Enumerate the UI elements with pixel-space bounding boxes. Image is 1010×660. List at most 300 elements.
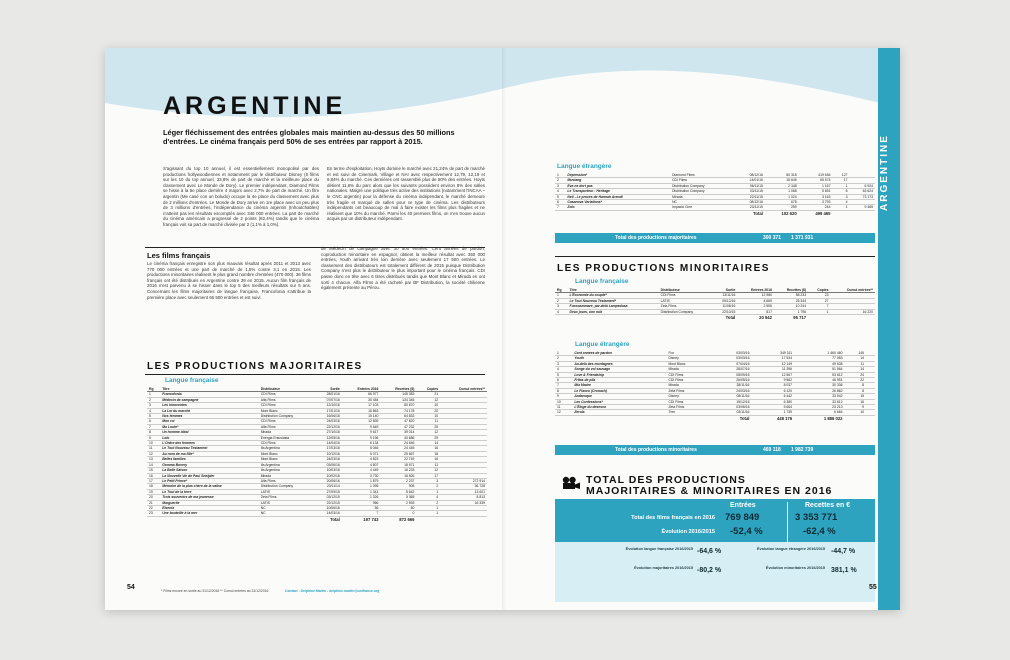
table-cell: 16 863 [342,408,381,413]
table-cell: 1 068 [765,189,799,194]
table-cell: 2 [416,484,440,489]
table-cell: 14 [416,441,440,446]
table-cell: 10 [845,410,867,415]
column-header: Cumul entrées** [831,288,875,293]
table-cell: 30 336 [794,383,844,388]
table-cell: 10 [147,441,160,446]
table-cell: CDI Films [259,441,315,446]
table-cell: Tren [666,410,713,415]
table-cell: Youth [572,356,666,361]
table-cell: Zeta Films [666,388,713,393]
table-cell: 08/09/16 [713,372,751,377]
table-cell: Lolo [160,435,258,440]
page-title: ARGENTINE [163,92,347,120]
table-cell: Mirada [666,383,713,388]
table-cell: Diamond Films [670,173,734,178]
table-cell: 08/12/16 [734,173,764,178]
table-cell: 23 [808,293,830,298]
table-cell: 5 651 [799,189,833,194]
table-cell: 40 686 [380,435,416,440]
table-cell: 2 [147,397,160,402]
table-cell: Zolo [565,205,670,210]
maj-band-entries: 300 371 [763,235,782,241]
table-cell: 12/10/16 [315,403,342,408]
maj-band-recettes: 1 371 931 [791,235,814,241]
evo-lf-value: -64,6 % [697,548,722,555]
min-le-label: Langue étrangère [575,341,630,348]
maj-lf-table [147,387,487,522]
table-cell: 127 [832,173,849,178]
column-header: Recettes ($) [380,387,416,392]
table-cell: La Nouvelle Vie de Paul Sneijder [160,473,258,478]
table-cell: Mirada [259,430,315,435]
table-cell: 22/10/15 [712,309,737,314]
table-cell: 22 [147,505,160,510]
table-cell: Francofonia [160,392,258,397]
table-cell: 10 244 [774,304,808,309]
evolution-entries-value: -52,4 % [730,526,763,537]
table-cell: Dépression* [565,173,670,178]
table-cell: 22/12/16 [315,424,342,429]
table-cell: Mirada [259,473,315,478]
evolution-details [555,542,875,602]
table-cell: 145 353 [380,392,416,397]
table-cell: 21 [147,500,160,505]
table-cell: 18 645 [765,178,799,183]
table-cell: 9 [555,394,572,399]
table-cell: 14/03/16 [315,511,342,516]
table-cell: Mont Blanc [259,408,315,413]
table-cell: 419 654 [799,173,833,178]
total-cell: Total [753,210,763,216]
table-cell: 25 [416,424,440,429]
evo-le-value: -44,7 % [831,548,856,555]
evo-lf-label: Évolution langue française 2016/2015 [625,547,693,551]
min-band-entries: 469 118 [763,447,781,453]
table-cell: 28/01/16 [315,392,342,397]
total-cell: 872 666 [399,516,415,522]
films-francais-left: Le cinéma français enregistre son plus mauvais résultat après 2011 et 2013 avec 770 000 entrées et une part de marché de 1,5% contre 3,1 en 2015. Les productions minoritaires réalisent le plus grand nombre d'entrées (470 000). 36 films français ont été distribués en Argentine contre 39 en 2015. Aucun film français de 2016 n'est parvenu à se hisser dans le top 5 des meilleurs résultats sur 5 ans. Concernant les films majoritaires de langue française, Francofonia s'attribue la première place avec seulement 66 500 entrées et est suivi [147,261,311,300]
min-band-recettes: 1 982 739 [791,447,814,453]
table-cell: 134 345 [380,397,416,402]
table-cell: 6 120 [751,388,794,393]
table-cell: Le Petit Prince* [160,478,258,483]
table-cell: 17 [147,478,160,483]
total-recettes-value: 3 353 771 [795,512,838,523]
table-cell: Fuocoammare, par-delà Lampedusa [568,304,659,309]
table-cell: 03/11/15 [734,189,764,194]
column-header: Titre [160,387,258,392]
table-cell: 12 839 [342,419,381,424]
table-cell: 2 237 [380,478,416,483]
table-cell: 56 [342,505,381,510]
table-cell: 17 103 [342,403,381,408]
table-cell: 3 163 [799,194,833,199]
table-cell: 10/06/16 [315,505,342,510]
table-cell: 12 567 [751,372,794,377]
column-header: Rg [147,387,160,392]
total-cell: 448 176 [776,415,793,421]
table-cell: 15 140 [342,414,381,419]
table-cell: 22/12/15 [315,500,342,505]
table-cell: 10/12/16 [315,451,342,456]
table-cell: 10 [416,403,440,408]
table-cell: Mémoire de la plus chère de la valise [160,484,258,489]
total-cell [831,315,875,321]
table-cell: 16 233 [380,468,416,473]
total-cell [160,516,258,522]
table-cell: 74 178 [380,408,416,413]
table-cell: Mont Blanc [666,361,713,366]
table-cell: Le Tout Nouveau Testament [160,446,258,451]
table-cell: 23/11/15 [734,205,764,210]
column-header: Entrées 2016 [342,387,381,392]
evolution-label: Évolution 2016/2015 [661,529,715,535]
table-cell: L'Ordre des femmes [160,441,258,446]
table-cell: 5 642 [380,489,416,494]
table-cell: Le Fiasco (Cronach) [572,388,666,393]
table-cell: CDI Films [259,403,315,408]
table-cell: 24 646 [380,441,416,446]
table-cell: 1 [555,293,568,298]
table-cell: 15/12/16 [713,399,751,404]
table-cell: 80 870 [380,403,416,408]
totals-title [586,475,832,497]
total-cell [416,516,440,522]
table-cell: 65 574 [799,178,833,183]
table-cell: Distribution Company [259,414,315,419]
table-cell: Deux jours, une nuit [568,309,659,314]
column-header: Copies [416,387,440,392]
table-cell: 4 [416,495,440,500]
table-cell: 77 083 [794,356,844,361]
table-cell: 60 [380,505,416,510]
table-cell: 22 749 [380,457,416,462]
table-cell: 53 612 [794,372,844,377]
total-cell: 1 886 022 [823,415,843,421]
total-cell [850,210,875,216]
table-cell: LATIS [259,500,315,505]
table-cell: Mont Blanc [259,451,315,456]
total-cell [832,210,849,216]
table-cell: 4 [555,189,565,194]
table-cell: 6 134 [342,441,381,446]
table-cell: 24 [845,372,867,377]
table-cell: 21 [416,392,440,397]
min-lf-table [555,288,875,320]
total-row [555,210,875,216]
section-rule [555,256,875,257]
column-header: Cumul entrées** [440,387,487,392]
table-cell: 1 879 [342,478,381,483]
column-header: Distributeur [659,288,712,293]
table-cell: Mont Blanc [259,457,315,462]
table-cell: NC [259,505,315,510]
table-cell: 33 612 [794,399,844,404]
table-cell: Le Tout de la terre [160,489,258,494]
table-cell: 11 [416,462,440,467]
table-cell: 5 365 [380,495,416,500]
total-cell: Total [330,516,340,522]
table-cell: 5 [555,372,572,377]
table-cell: Ifa Argentina [259,446,315,451]
total-cell [555,315,568,321]
table-cell: 12 [416,430,440,435]
table-cell: 9 617 [342,430,381,435]
table-cell: 03/03/16 [713,356,751,361]
table-cell: 1 [808,309,830,314]
table-cell: 16 [147,473,160,478]
table-cell: 11 396 [751,367,794,372]
table-cell: Songe du vol sauvage [572,367,666,372]
table-cell: 16 339 [440,500,487,505]
table-cell: 28/07/16 [713,367,751,372]
table-cell: 10 [416,414,440,419]
table-cell: 27 [808,298,830,303]
min-le-table [555,351,875,421]
table-cell: 07/04/16 [713,361,751,366]
table-cell: Zeta Films [659,304,712,309]
page-fold [502,48,506,610]
table-cell: 1 739 [751,410,794,415]
intro-right: En terme d'exploitation, Hoyts domine le marché avec 21,24% de part de marché et est suivi de Cinemark, Village et NAI avec respectivement 12,79, 12,19 et 9,84% du marché. Ces dernières ont rassemblé plus de 50% des entrées. Hoyts détient 11,6% du parc alors que les suivants possèdent environ 8% des salles nationales. Malgré une politique très active des institutions (notamment l'INCAA – le CNC argentin) pour la défense du cinéma indépendant, le marché demeure très fragile et marqué de salles pour ce type de cinéma. Les distributeurs indépendants ont beaucoup de mal à faire exister les films plus fragiles et ne réalisent que 10% du marché. Parmi les 40 premiers films, on n'en trouve aucun acquis par un distributeur indépendant. [327,166,486,222]
table-cell: 4 [832,200,849,205]
table-cell: CDI Films [666,372,713,377]
total-cell [659,315,712,321]
table-cell: 16 826 [380,473,416,478]
total-cell: 102 620 [781,210,797,216]
table-cell: 4 669 [737,298,774,303]
column-header: Recettes ($) [774,288,808,293]
total-cell [147,516,160,522]
evo-maj-value: -80,2 % [697,567,722,574]
table-cell: Mirada [670,194,734,199]
table-cell: 8 813 [440,495,487,500]
table-cell: 6 046 [342,446,381,451]
table-cell: 2 [555,178,565,183]
table-cell: 47 232 [380,424,416,429]
page-subtitle: Léger fléchissement des entrées globales mais maintien au-dessus des 50 millions d'entrées. Le cinéma français perd 50% de ses entrées par rapport à 2015. [163,128,455,146]
min-lf-label: Langue française [575,278,629,285]
contact-line: Contact : Delphine Martin - delphine.martin@unifrance.org [285,589,380,593]
totals-title-line1: TOTAL DES PRODUCTIONS [586,474,746,486]
table-cell: 30 454 [342,397,381,402]
total-cell: 95 717 [793,315,807,321]
table-cell: LATIS [659,298,712,303]
table-cell: 24/03/16 [315,419,342,424]
table-cell: 7 [555,205,565,210]
table-cell: 6 [147,419,160,424]
table-cell: 7 [342,511,381,516]
table-cell: 15 [147,468,160,473]
table-cell: NC [670,200,734,205]
table-cell: 19 [147,489,160,494]
total-cell [555,415,572,421]
table-cell: 1 326 [342,495,381,500]
table-cell: 58 233 [774,293,808,298]
table-cell: Ifa Argentina [259,468,315,473]
table-cell: 14/04/16 [315,441,342,446]
table-cell: Disney [666,394,713,399]
total-cell: Total [739,415,750,421]
evo-min-label: Évolution minoritaires 2016/2015 [765,566,825,570]
table-cell: 9 [845,405,867,410]
table-cell: 46 951 [794,378,844,383]
table-cell: 4 449 [342,468,381,473]
table-cell: 966 [342,500,381,505]
table-cell: 49 635 [794,361,844,366]
table-cell: 2 [555,298,568,303]
table-cell: 7 [808,304,830,309]
table-cell: 14 [845,367,867,372]
magazine-spread [105,48,900,610]
total-cell [555,210,565,216]
table-cell: Alfa Films [259,478,315,483]
table-cell: 17 [416,473,440,478]
table-cell: CDI Films [666,378,713,383]
table-cell: 0 [380,511,416,516]
table-cell: 20 [416,408,440,413]
table-cell: 16 [416,457,440,462]
column-header: Rg [555,288,568,293]
table-cell: 36 728 [440,484,487,489]
table-cell: 4 [555,367,572,372]
intro-left: S'agissant du top 10 annuel, il est essentiellement monopolisé par des productions hollywoodiennes et notamment par le distributeur Disney (5 films sur les 10 du top annuel, 33,8% de part de marché et la meilleure place du classement avec Le Monde de Dory). Le premier indépendant, Diamond Films se hisse à la 5e place derrière 4 majors avec 2,7% de part de marché. Un film argentin (Me casé con un boludo) occupe la 4e place du classement avec plus de 2 millions d'entrées. Le Monde de Dory arrive en 1re place avec un peu plus de 3 millions d'entrées, l'indépendance du cinéma argentin (Inhoutchables) n'atteint pas les résultats escomptés avec 346 000 entrées. La part de marché du cinéma américain a progressé de 2 points (82,4%) tandis que le cinéma français voit sa part de marché divisée par 2 (1,1% à 1,0%). [163,166,319,227]
footnote: * Films encore en sortie au 31/12/2016 ** Cumul entrées au 31/12/2016 [161,589,269,593]
table-cell: 3 [555,183,565,188]
table-cell: 1 460 460 [794,351,844,356]
table-cell: 1 [555,351,572,356]
table-cell: 6 [555,378,572,383]
table-cell: 20 [147,495,160,500]
table-cell: 11 [416,419,440,424]
table-cell: 73 173 [850,194,875,199]
table-cell: Neil - Le procès de Hannah Arendt [565,194,670,199]
table-cell: 16 [416,446,440,451]
table-cell: 4 [555,309,568,314]
films-francais-right: de Médecin de campagne avec 30 500 entrées. Cent années de pardon, coproduction minoritaire en espagnol, obtient la meilleur résultat avec 350 000 entrées, Youth arrivant très loin derrière avec seulement 17 500 entrées. Le classement des distributeurs est totalement différent de 2015 puisque Distribution Company n'est plus le distributeur le plus important pour le cinéma français. CDI passe donc en tête avec 6 titres distribués tandis que Mont Blanc et Mirada en ont sorti 4 chacun. Alfa Films a été racheté par BF Distribution, la société chilienne également présente au Pérou. [321,246,485,291]
table-cell: 1 [416,489,440,494]
table-cell: 11/06/16 [712,304,737,309]
table-cell: 08/12/16 [734,200,764,205]
total-cell: Total [725,315,736,321]
table-cell: 08/11/16 [713,394,751,399]
table-cell: Eva ne dort pas [565,183,670,188]
table-cell: 5 071 [342,451,381,456]
table-cell: 2 348 [765,183,799,188]
table-cell: 1 [832,205,849,210]
table-cell: Ifa Argentina [259,462,315,467]
table-cell: Mon roi [160,419,258,424]
table-cell: 8 [555,388,572,393]
column-header: Copies [808,288,830,293]
table-cell: 3 793 [799,200,833,205]
table-cell: 4 [147,408,160,413]
table-cell: 28/11/16 [713,383,751,388]
table-cell: L'Éloge du desesco [572,405,666,410]
table-cell: Distribution Company [659,309,712,314]
total-cell [845,415,867,421]
table-cell: Marguerite [160,500,258,505]
maj-band-label: Total des productions majoritaires [615,235,697,241]
total-films-label: Total des films français en 2016 [631,515,715,521]
table-cell: 6 442 [751,394,794,399]
evo-maj-label: Évolution majoritaires 2016/2015 [634,566,693,570]
table-cell: 03/06/16 [315,462,342,467]
table-cell: 22/11/15 [734,194,764,199]
total-row [555,315,875,321]
entries-header: Entrées [730,502,756,509]
table-cell: 07/07/16 [315,397,342,402]
table-cell: Mustang [565,178,670,183]
table-cell: CDI Films [259,392,315,397]
table-cell: 10 [555,399,572,404]
table-cell: Au-delà des montagnes [572,361,666,366]
column-header: Entrées 2016 [737,288,774,293]
min-total-band [555,445,875,455]
table-cell: 11 [845,361,867,366]
table-cell: 17 [832,178,849,183]
table-cell: Distribution Company [670,183,734,188]
table-cell: 63 624 [850,189,875,194]
table-cell: Cent années de pardon [572,351,666,356]
table-cell: Nos femmes [160,414,258,419]
table-cell: 6 664 [794,410,844,415]
column-header: Sortie [315,387,342,392]
table-cell: 1 [832,183,849,188]
table-cell: 64 833 [380,414,416,419]
table-cell: 9 649 [342,424,381,429]
table-cell: Au nom de ma fille* [160,451,258,456]
table-cell: Ma Loute* [160,424,258,429]
table-cell: 26/05/16 [713,378,751,383]
table-cell: Trois souvenirs de ma jeunesse [160,495,258,500]
table-cell: 3 [555,361,572,366]
table-cell: 27/09/15 [315,489,342,494]
evo-min-value: 381,1 % [831,567,857,574]
table-cell: 3 [555,304,568,309]
table-cell: 6 [832,189,849,194]
table-cell: Fritas de pila [572,378,666,383]
table-cell: 4 823 [342,457,381,462]
table-cell: 23 [147,511,160,516]
total-cell [670,210,734,216]
table-cell: 12 149 [751,361,794,366]
table-cell: 66 977 [342,392,381,397]
table-cell: La Belle Saison [160,468,258,473]
maj-lf-label: Langue française [165,377,219,384]
page-number-right: 55 [869,584,877,591]
min-band-label: Total des productions minoritaires [615,447,697,453]
table-cell: 39 014 [380,430,416,435]
maj-le-label: Langue étrangère [557,163,612,170]
majoritaires-heading: LES PRODUCTIONS MAJORITAIRES [147,361,363,372]
table-cell: 27/10/16 [315,430,342,435]
total-entries-value: 769 849 [725,512,760,523]
table-cell: NC [259,511,315,516]
total-cell: 499 465 [815,210,831,216]
table-cell: Une bouteille à la mer [160,511,258,516]
table-cell: 272 914 [440,478,487,483]
table-cell: 24 445 [380,446,416,451]
table-cell: 12/05/16 [315,435,342,440]
table-cell: Belles familles [160,457,258,462]
table-cell: Distribution Company [670,189,734,194]
table-cell: Energia Entusiasta [259,435,315,440]
table-cell: 8 [147,430,160,435]
table-cell: 349 311 [751,351,794,356]
table-cell: 13 601 [440,489,487,494]
